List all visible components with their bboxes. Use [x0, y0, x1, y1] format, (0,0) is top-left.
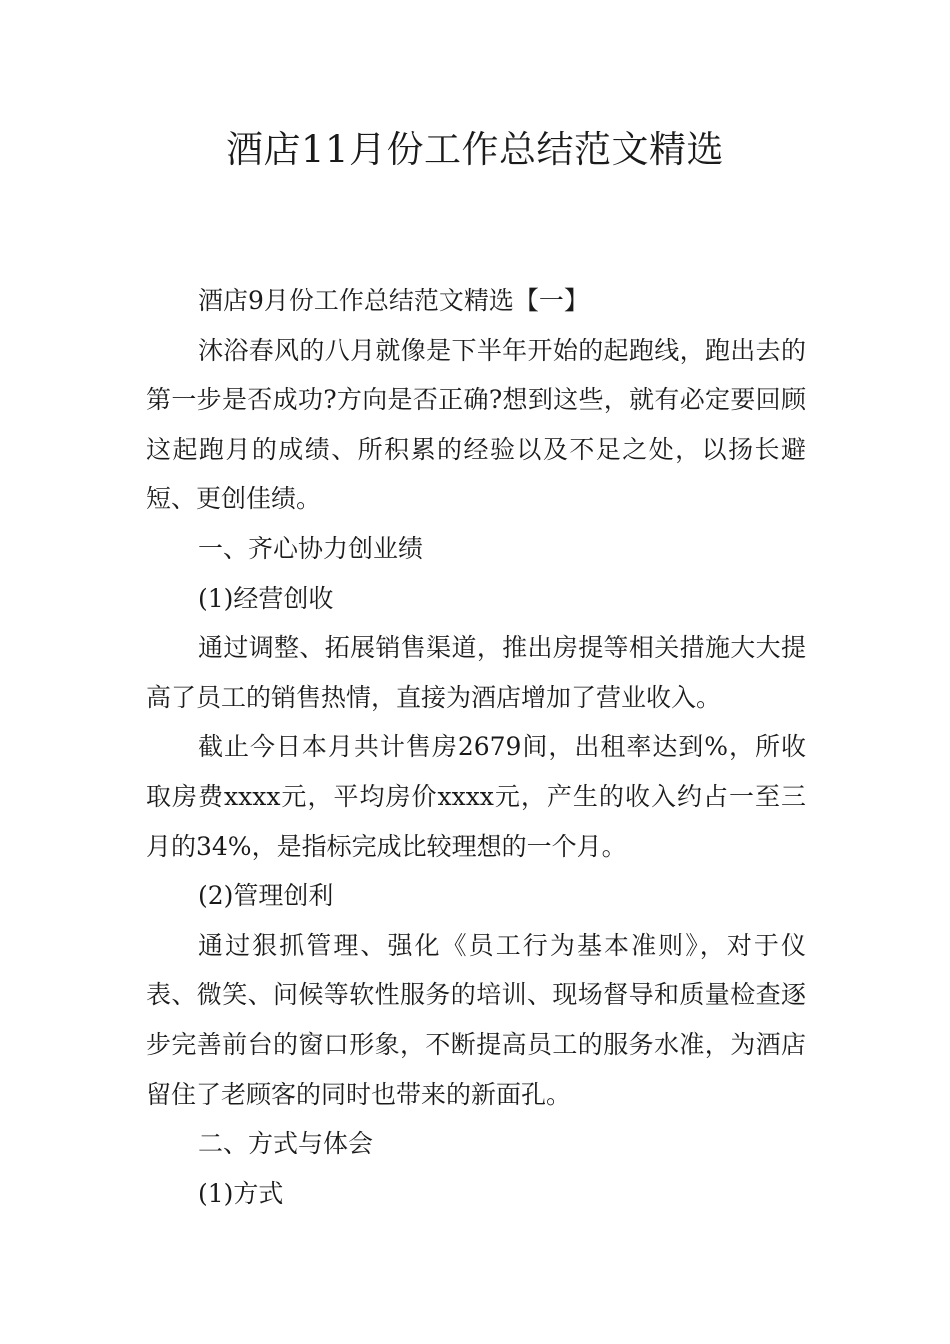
paragraph-subheading-3: (1)方式 — [198, 1178, 284, 1208]
paragraph-section-heading: 酒店9月份工作总结范文精选【一】 — [198, 286, 589, 315]
paragraph-statistics: 截止今日本月共计售房2679间，出租率达到%，所收取房费xxxx元，平均房价xxxx元，产生的收入约占一至三月的34%，是指标完成比较理想的一个月。 — [146, 732, 806, 861]
paragraph-sales: 通过调整、拓展销售渠道，推出房提等相关措施大大提高了员工的销售热情，直接为酒店增加了营业收入。 — [146, 633, 806, 712]
document-title: 酒店11月份工作总结范文精选 — [225, 128, 725, 171]
paragraph-intro: 沐浴春风的八月就像是下半年开始的起跑线，跑出去的第一步是否成功?方向是否正确?想到这些，就有必定要回顾这起跑月的成绩、所积累的经验以及不足之处，以扬长避短、更创佳绩。 — [146, 335, 806, 514]
paragraph-subheading-1: (1)经营创收 — [198, 583, 334, 613]
paragraph-heading-2: 二、方式与体会 — [198, 1129, 374, 1159]
paragraph-heading-1: 一、齐心协力创业绩 — [198, 533, 424, 563]
document-body — [146, 276, 806, 1218]
paragraph-subheading-2: (2)管理创利 — [198, 881, 334, 911]
paragraph-management: 通过狠抓管理、强化《员工行为基本准则》，对于仪表、微笑、问候等软性服务的培训、现场督导和质量检查逐步完善前台的窗口形象，不断提高员工的服务水准，为酒店留住了老顾客的同时也带来的新面孔。 — [146, 930, 806, 1109]
